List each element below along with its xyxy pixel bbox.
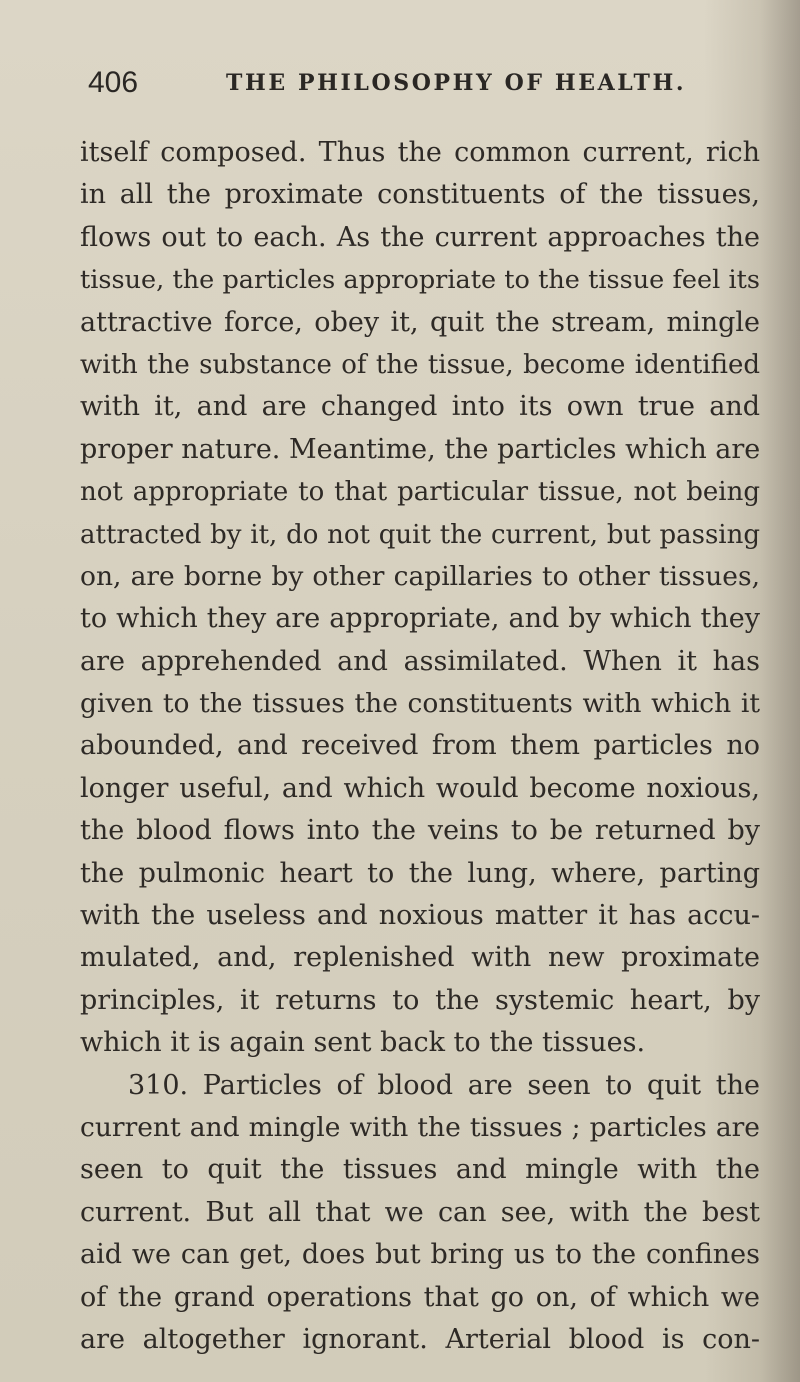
text-line: not appropriate to that particular tissue, not being (80, 477, 760, 508)
text-line: seen to quit the tissues and mingle with the (80, 1154, 760, 1186)
text-line: mulated, and, replenished with new proximate (80, 942, 760, 974)
text-line: the pulmonic heart to the lung, where, parting (80, 857, 760, 889)
text-line: aid we can get, does but bring us to the confines (80, 1239, 760, 1271)
running-head (88, 66, 708, 110)
text-line: with the substance of the tissue, become identified (80, 349, 760, 380)
text-line: attracted by it, do not quit the current, but passing (80, 519, 760, 550)
text-line: flows out to each. As the current approaches the (80, 221, 760, 253)
text-line: on, are borne by other capillaries to other tissues, (80, 560, 760, 592)
text-line: with it, and are changed into its own true and (80, 391, 760, 423)
text-line: abounded, and received from them particles no (80, 730, 760, 762)
text-line: in all the proximate constituents of the tissues, (80, 179, 760, 211)
text-line: itself composed. Thus the common current, rich (80, 137, 760, 168)
text-line: are altogether ignorant. Arterial blood is con- (80, 1323, 760, 1355)
text-line: current. But all that we can see, with the best (80, 1196, 760, 1228)
text-line: tissue, the particles appropriate to the tissue feel its (80, 265, 760, 296)
text-line: attractive force, obey it, quit the stream, mingle (80, 306, 760, 338)
text-line: with the useless and noxious matter it has accu- (80, 900, 760, 932)
text-line: principles, it returns to the systemic heart, by (80, 984, 760, 1016)
text-line: proper nature. Meantime, the particles which are (80, 433, 761, 465)
text-line: to which they are appropriate, and by which they (80, 603, 760, 635)
text-line: are apprehended and assimilated. When it has (80, 645, 760, 677)
text-line: longer useful, and which would become noxious, (80, 772, 760, 804)
section-start-line: 310. Particles of blood are seen to quit the (128, 1069, 760, 1101)
running-title: THE PHILOSOPHY OF HEALTH. (226, 70, 687, 96)
text-line: current and mingle with the tissues ; particles are (80, 1111, 760, 1143)
text-line: given to the tissues the constituents with which it (80, 688, 760, 720)
paragraph-last-line: which it is again sent back to the tissues. (80, 1027, 646, 1059)
page-number: 406 (88, 66, 139, 99)
body-text (80, 132, 760, 1361)
text-line: the blood flows into the veins to be returned by (80, 815, 760, 847)
text-line: of the grand operations that go on, of which we (80, 1281, 760, 1313)
